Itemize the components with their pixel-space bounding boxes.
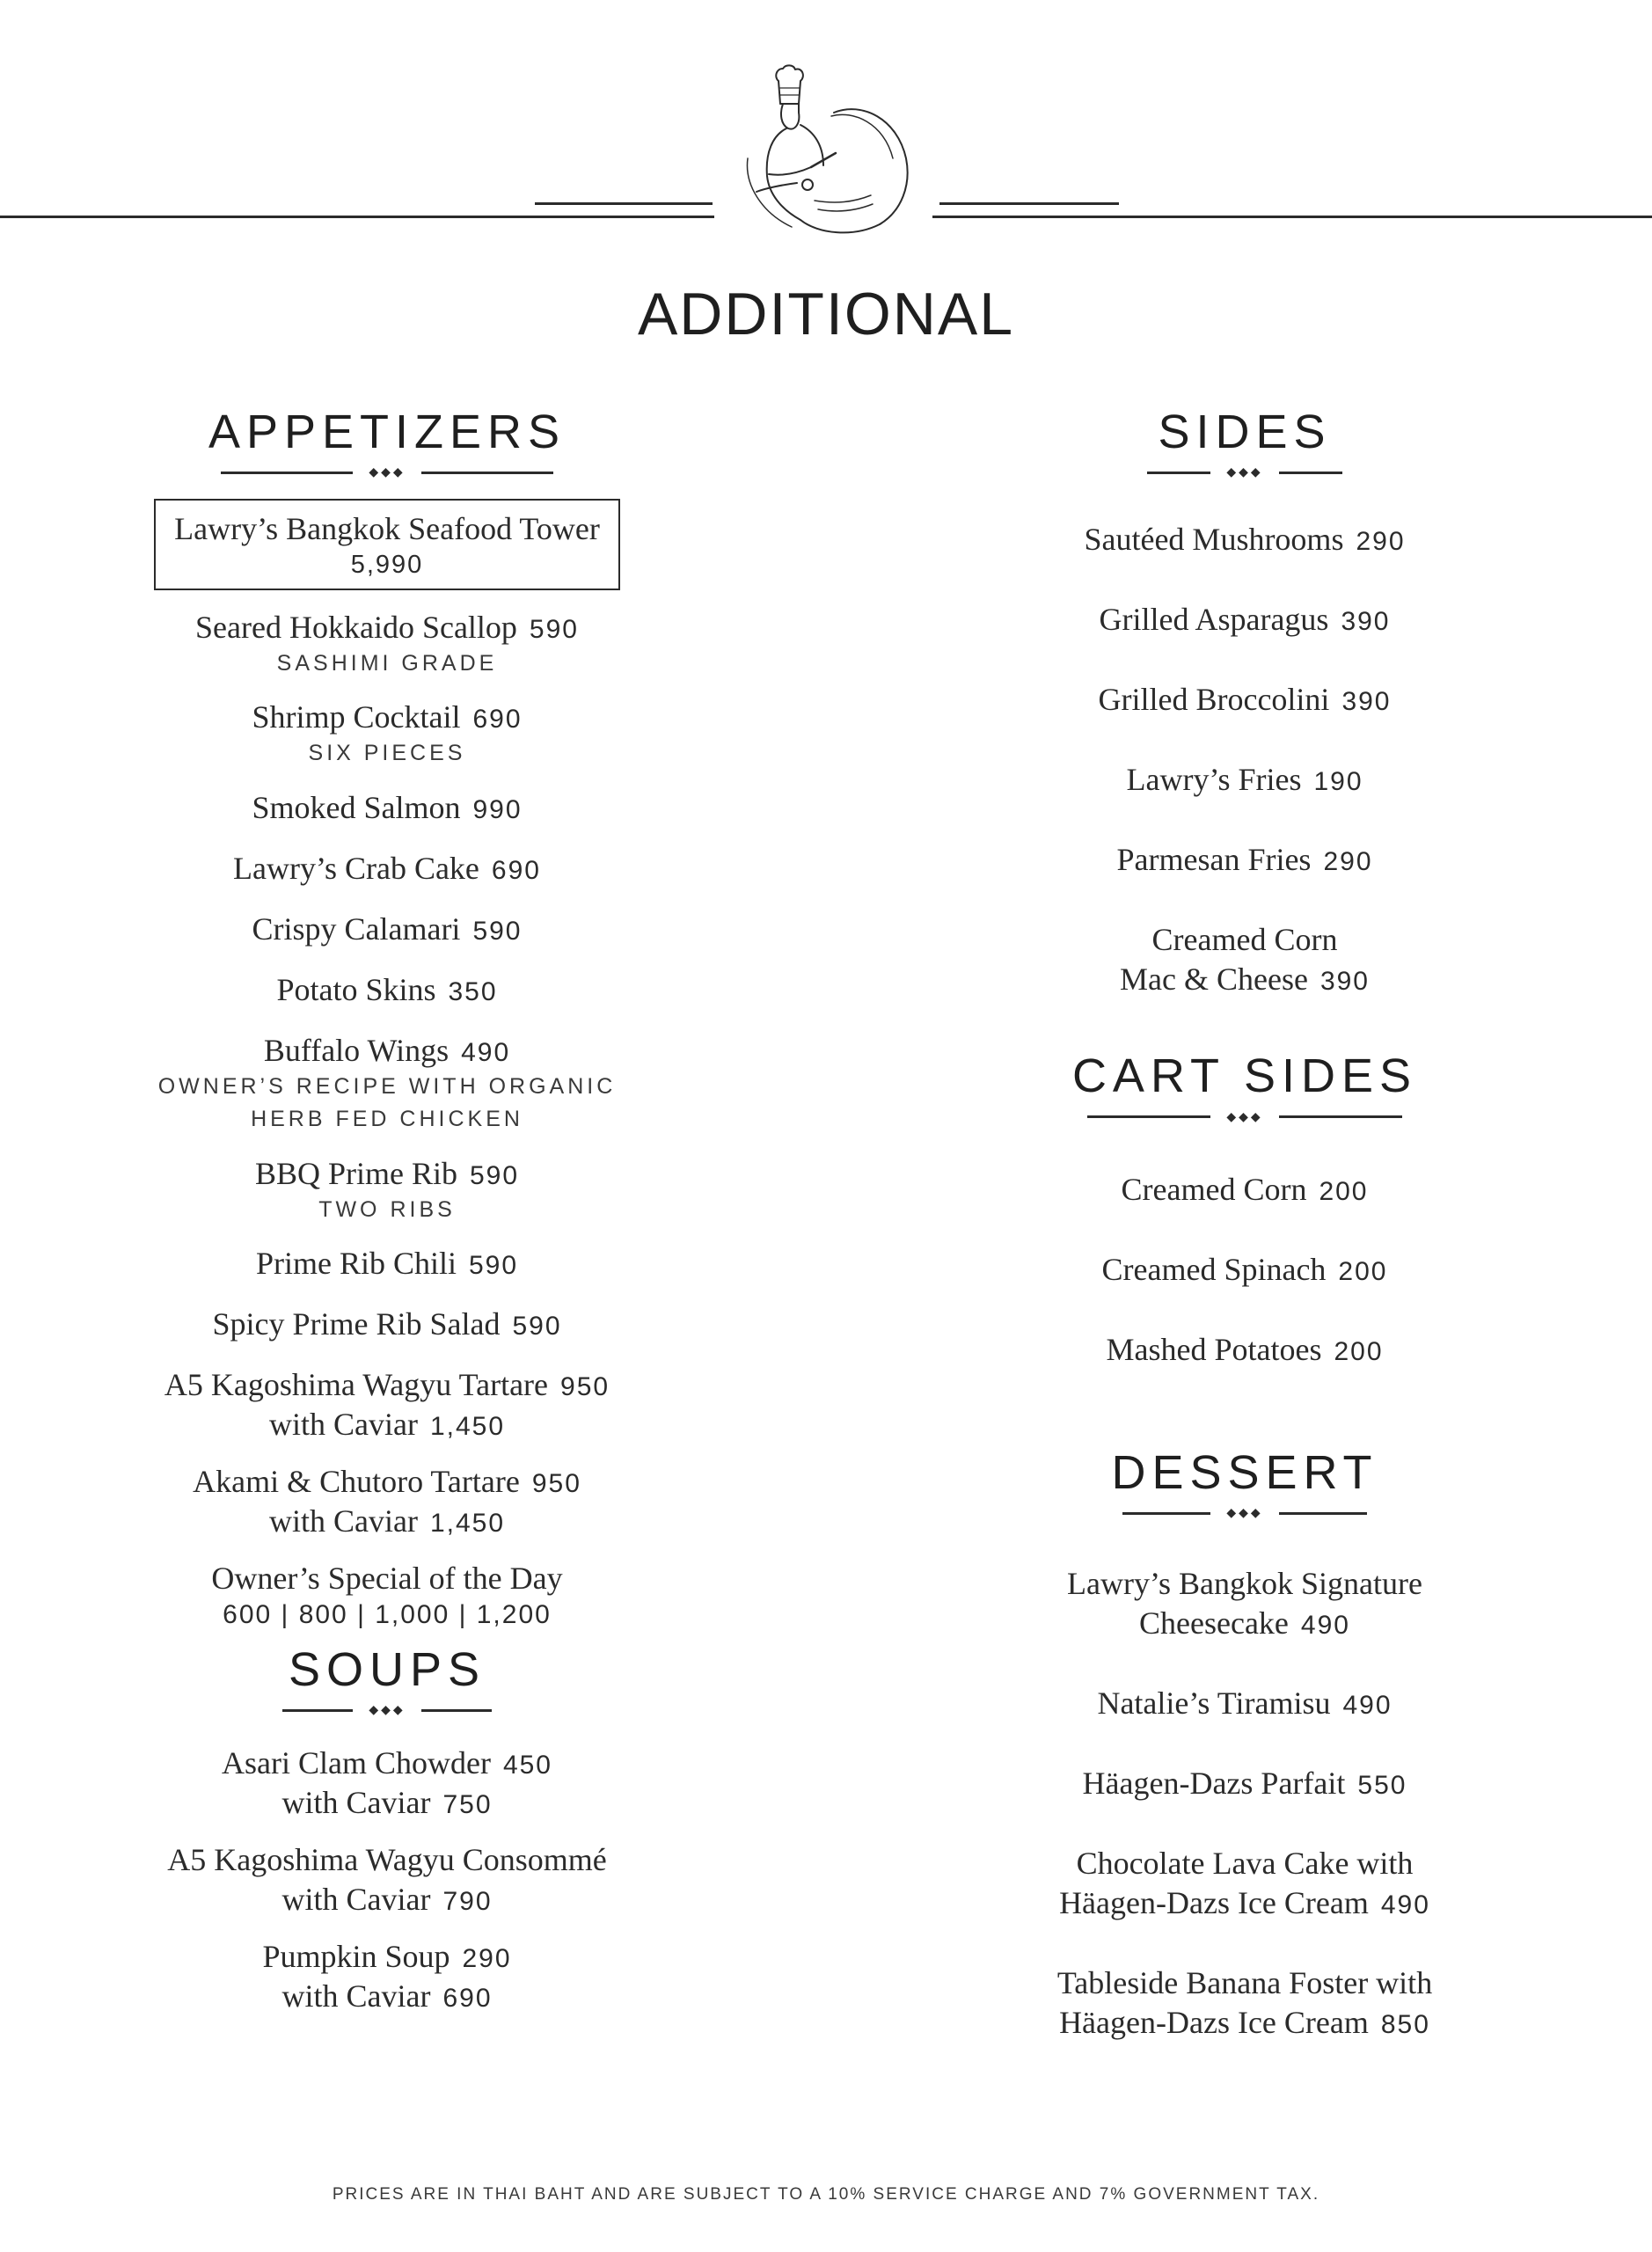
item-price: 200 [1334, 1336, 1384, 1366]
menu-item [950, 920, 1539, 999]
ornament-line [1147, 472, 1210, 474]
ornament-line [1279, 1115, 1402, 1118]
item-name: Owner’s Special of the Day [211, 1561, 563, 1597]
ornament-line [282, 1709, 353, 1712]
ornament-diamonds-icon: ◆◆◆ [369, 465, 406, 480]
item-name: Seared Hokkaido Scallop [195, 609, 517, 645]
ornament-line [1279, 472, 1342, 474]
menu-item [950, 1764, 1539, 1803]
item-name: Tableside Banana Foster with [1056, 1965, 1433, 2001]
item-variant: with Caviar [281, 1978, 431, 2014]
menu-item [88, 970, 686, 1010]
item-name: Lawry’s Crab Cake [233, 850, 479, 886]
item-note: TWO RIBS [318, 1196, 456, 1222]
chef-logo-icon [730, 62, 932, 238]
item-name: Lawry’s Fries [1126, 762, 1302, 798]
item-price: 350 [448, 976, 498, 1006]
menu-item [950, 1330, 1539, 1370]
menu-item [88, 1031, 686, 1137]
item-name: Grilled Broccolini [1098, 682, 1330, 718]
item-name: Creamed Corn [1151, 922, 1338, 958]
item-price-options: 600 | 800 | 1,000 | 1,200 [223, 1600, 552, 1630]
menu-item [950, 1963, 1539, 2043]
menu-item [88, 1937, 686, 2016]
item-name: Cheesecake [1139, 1605, 1289, 1641]
header-rule-left-long [0, 216, 714, 218]
menu-item [950, 680, 1539, 720]
item-name: Mac & Cheese [1120, 961, 1308, 998]
item-name: Lawry’s Bangkok Signature [1067, 1566, 1422, 1602]
item-name: Buffalo Wings [263, 1032, 450, 1068]
menu-item [88, 608, 686, 681]
item-variant: with Caviar [268, 1407, 418, 1443]
ornament-line [1279, 1512, 1367, 1515]
item-price: 390 [1341, 687, 1392, 717]
right-column [950, 406, 1539, 2043]
item-price: 490 [1342, 1691, 1393, 1721]
item-price: 850 [1380, 2010, 1430, 2040]
menu-item [950, 1564, 1539, 1643]
item-name: A5 Kagoshima Wagyu Tartare [164, 1367, 549, 1403]
menu-item [88, 788, 686, 828]
item-price: 290 [1356, 527, 1406, 557]
menu-item [950, 760, 1539, 800]
menu-item [88, 1244, 686, 1283]
item-name: Potato Skins [276, 971, 436, 1007]
item-price: 690 [491, 855, 541, 885]
item-price: 290 [1323, 847, 1373, 877]
ornament-diamonds-icon: ◆◆◆ [1226, 465, 1263, 480]
dessert-section [950, 1447, 1539, 2043]
item-name: Sautéed Mushrooms [1084, 522, 1344, 558]
item-price: 490 [461, 1037, 511, 1067]
sides-ornament [950, 464, 1539, 481]
item-price: 200 [1319, 1176, 1369, 1206]
item-variant-price: 750 [442, 1790, 493, 1820]
dessert-heading: DESSERT [1111, 1445, 1378, 1499]
item-price: 590 [472, 916, 523, 946]
item-price: 390 [1319, 967, 1370, 997]
footer-tax-note: PRICES ARE IN THAI BAHT AND ARE SUBJECT TO A 10% SERVICE CHARGE AND 7% GOVERNMENT TAX. [332, 2185, 1320, 2204]
item-price: 550 [1357, 1771, 1407, 1801]
item-name: Creamed Corn [1121, 1171, 1307, 1207]
item-price: 990 [472, 794, 523, 824]
menu-item [950, 600, 1539, 640]
menu-item [950, 520, 1539, 559]
item-price: 590 [469, 1160, 520, 1190]
appetizers-section [88, 406, 686, 1632]
item-name: Natalie’s Tiramisu [1097, 1685, 1331, 1722]
menu-item [88, 1559, 686, 1632]
menu-item [950, 1250, 1539, 1290]
menu-item [950, 1844, 1539, 1923]
ornament-line [1122, 1512, 1210, 1515]
item-name: Mashed Potatoes [1106, 1331, 1322, 1367]
menu-item [88, 1305, 686, 1344]
item-price: 590 [512, 1312, 562, 1342]
ornament-line [421, 472, 553, 474]
ornament-diamonds-icon: ◆◆◆ [369, 1703, 406, 1718]
ornament-diamonds-icon: ◆◆◆ [1226, 1506, 1263, 1521]
header-rule-right-long [932, 216, 1652, 218]
item-variant: with Caviar [268, 1503, 418, 1539]
item-variant-price: 1,450 [429, 1509, 506, 1539]
menu-item [88, 910, 686, 949]
item-name: BBQ Prime Rib [254, 1155, 457, 1191]
dessert-ornament [950, 1504, 1539, 1522]
item-name: A5 Kagoshima Wagyu Consommé [167, 1842, 607, 1878]
menu-item [88, 1462, 686, 1541]
cart-sides-ornament [950, 1108, 1539, 1126]
item-price: 450 [502, 1751, 552, 1780]
ornament-line [421, 1709, 492, 1712]
item-price: 490 [1300, 1611, 1350, 1641]
sides-section [950, 406, 1539, 999]
item-price: 590 [529, 614, 579, 644]
item-name: Grilled Asparagus [1099, 602, 1329, 638]
ornament-line [1087, 1115, 1210, 1118]
item-variant-price: 790 [442, 1887, 493, 1917]
header-rule-right-short [939, 202, 1119, 205]
page-title: ADDITIONAL [637, 281, 1015, 347]
item-price: 190 [1313, 767, 1363, 797]
featured-item [154, 499, 620, 589]
soups-section [88, 1644, 686, 2016]
menu-item [88, 1154, 686, 1227]
ornament-line [221, 472, 353, 474]
item-name: Häagen-Dazs Parfait [1082, 1766, 1346, 1802]
item-price: 5,990 [350, 551, 424, 580]
menu-item [88, 1365, 686, 1444]
soups-heading: SOUPS [288, 1642, 486, 1696]
item-name: Häagen-Dazs Ice Cream [1059, 2005, 1369, 2041]
cart-sides-heading: CART SIDES [1071, 1049, 1418, 1103]
header-rule-left-short [535, 202, 713, 205]
item-name: Asari Clam Chowder [221, 1745, 491, 1781]
menu-item [88, 1744, 686, 1823]
appetizers-ornament [88, 464, 686, 481]
item-variant: with Caviar [281, 1785, 431, 1821]
item-note: SIX PIECES [308, 741, 466, 766]
item-price: 690 [472, 705, 523, 735]
item-variant: with Caviar [281, 1882, 431, 1918]
item-name: Prime Rib Chili [255, 1246, 457, 1282]
item-price: 290 [462, 1944, 512, 1974]
ornament-diamonds-icon: ◆◆◆ [1226, 1109, 1263, 1124]
item-note: OWNER’S RECIPE WITH ORGANIC [157, 1073, 617, 1099]
item-variant-price: 690 [442, 1984, 493, 2014]
item-name: Crispy Calamari [252, 910, 461, 947]
item-variant-price: 1,450 [429, 1412, 506, 1442]
soups-ornament [88, 1701, 686, 1719]
menu-item [950, 840, 1539, 880]
menu-item [88, 849, 686, 888]
item-name: Chocolate Lava Cake with [1076, 1846, 1414, 1882]
menu-item [88, 698, 686, 771]
item-name: Shrimp Cocktail [252, 699, 461, 735]
item-name: Creamed Spinach [1101, 1251, 1327, 1287]
item-price: 950 [531, 1469, 581, 1499]
item-price: 390 [1341, 607, 1391, 637]
left-column [88, 406, 686, 2016]
item-name: Smoked Salmon [252, 789, 461, 825]
item-price: 950 [560, 1372, 610, 1402]
appetizers-heading: APPETIZERS [208, 406, 567, 458]
cart-sides-section [950, 1050, 1539, 1369]
item-name: Lawry’s Bangkok Seafood Tower [174, 511, 600, 547]
item-name: Spicy Prime Rib Salad [212, 1306, 501, 1342]
item-note: SASHIMI GRADE [276, 650, 498, 676]
item-price: 490 [1380, 1890, 1430, 1920]
page-header [0, 0, 1652, 246]
menu-item [88, 1840, 686, 1919]
item-note: HERB FED CHICKEN [251, 1107, 523, 1132]
item-name: Pumpkin Soup [262, 1939, 450, 1975]
item-name: Parmesan Fries [1116, 842, 1312, 878]
sides-heading: SIDES [1158, 406, 1332, 458]
menu-item [950, 1170, 1539, 1210]
item-price: 200 [1338, 1256, 1388, 1286]
item-name: Akami & Chutoro Tartare [193, 1464, 520, 1500]
menu-item [950, 1684, 1539, 1723]
item-price: 590 [468, 1251, 519, 1281]
item-name: Häagen-Dazs Ice Cream [1059, 1885, 1369, 1921]
